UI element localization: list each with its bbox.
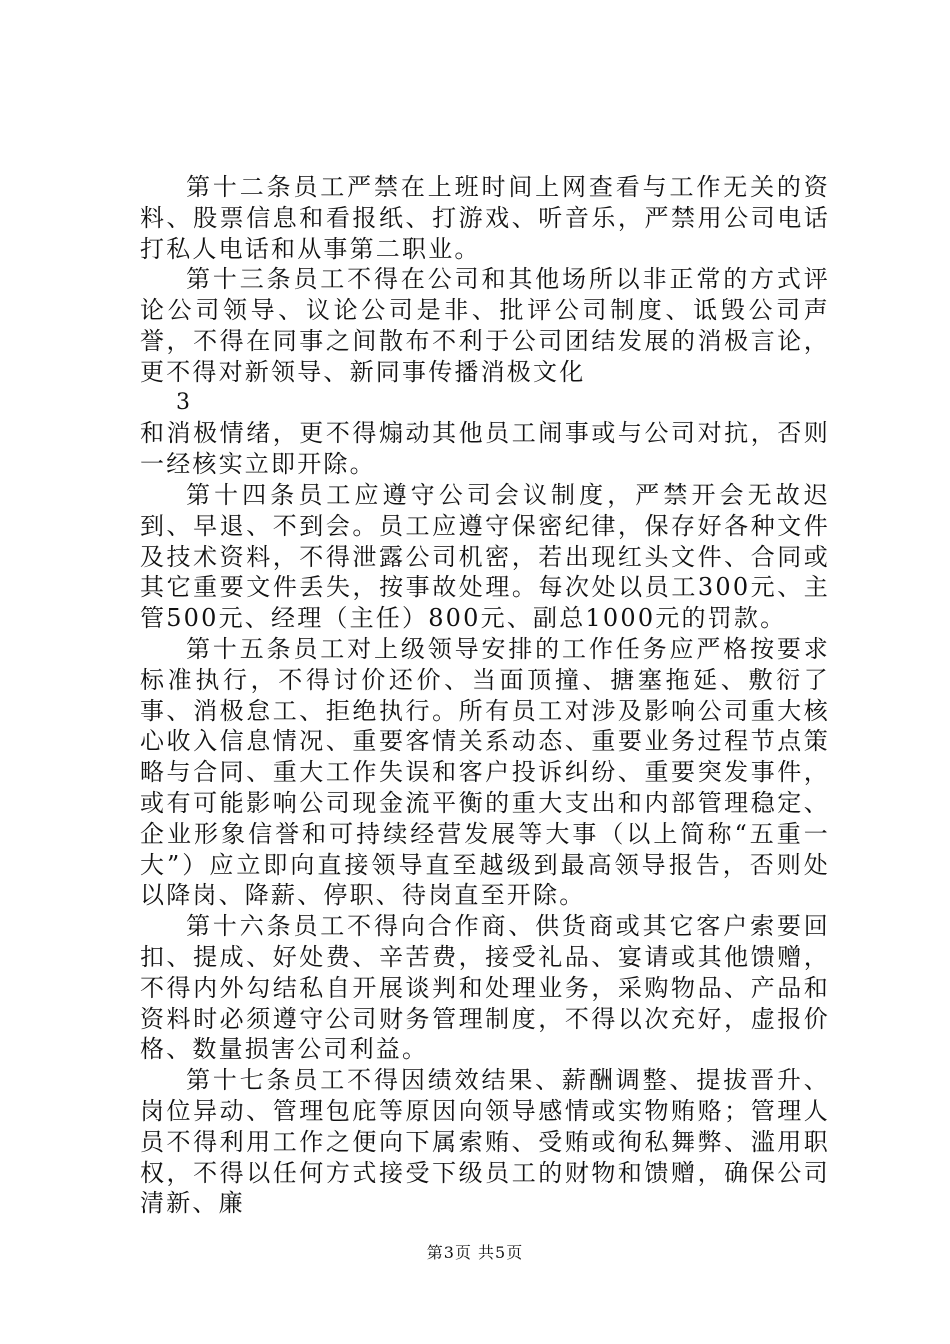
article-12: 第十二条员工严禁在上班时间上网查看与工作无关的资料、股票信息和看报纸、打游戏、听音乐，严禁用公司电话打私人电话和从事第二职业。 xyxy=(140,173,830,263)
article-17: 第十七条员工不得因绩效结果、薪酬调整、提拔晋升、岗位异动、管理包庇等原因向领导感情或实物贿赂；管理人员不得利用工作之便向下属索贿、受贿或徇私舞弊、滥用职权，不得以任何方式接受下级员工的财物和馈赠，确保公司清新、廉 xyxy=(140,1066,830,1218)
article-15: 第十五条员工对上级领导安排的工作任务应严格按要求标准执行，不得讨价还价、当面顶撞、搪塞拖延、敷衍了事、消极怠工、拒绝执行。所有员工对涉及影响公司重大核心收入信息情况、重要客情关系动态、重要业务过程节点策略与合同、重大工作失误和客户投诉纠纷、重要突发事件，或有可能影响公司现金流平衡的重大支出和内部管理稳定、企业形象信誉和可持续经营发展等大事（以上简称“五重一大”）应立即向直接领导直至越级到最高领导报告，否则处以降岗、降薪、停职、待岗直至开除。 xyxy=(140,634,830,910)
document-body xyxy=(140,172,830,1219)
inline-page-number: 3 xyxy=(176,389,190,415)
article-14: 第十四条员工应遵守公司会议制度，严禁开会无故迟到、早退、不到会。员工应遵守保密纪律，保存好各种文件及技术资料，不得泄露公司机密，若出现红头文件、合同或其它重要文件丢失，按事故处理。每次处以员工300元、主管500元、经理（主任）800元、副总1000元的罚款。 xyxy=(140,480,830,633)
article-13: 第十三条员工不得在公司和其他场所以非正常的方式评论公司领导、议论公司是非、批评公司制度、诋毁公司声誉，不得在同事之间散布不利于公司团结发展的消极言论，更不得对新领导、新同事传播消极文化 xyxy=(140,265,830,386)
article-13-continuation: 和消极情绪，更不得煽动其他员工闹事或与公司对抗，否则一经核实立即开除。 xyxy=(140,419,830,479)
page-footer: 第3页 共5页 xyxy=(426,1243,524,1262)
article-16: 第十六条员工不得向合作商、供货商或其它客户索要回扣、提成、好处费、辛苦费，接受礼品、宴请或其他馈赠，不得内外勾结私自开展谈判和处理业务，采购物品、产品和资料时必须遵守公司财务管理制度，不得以次充好，虚报价格、数量损害公司利益。 xyxy=(140,912,830,1064)
